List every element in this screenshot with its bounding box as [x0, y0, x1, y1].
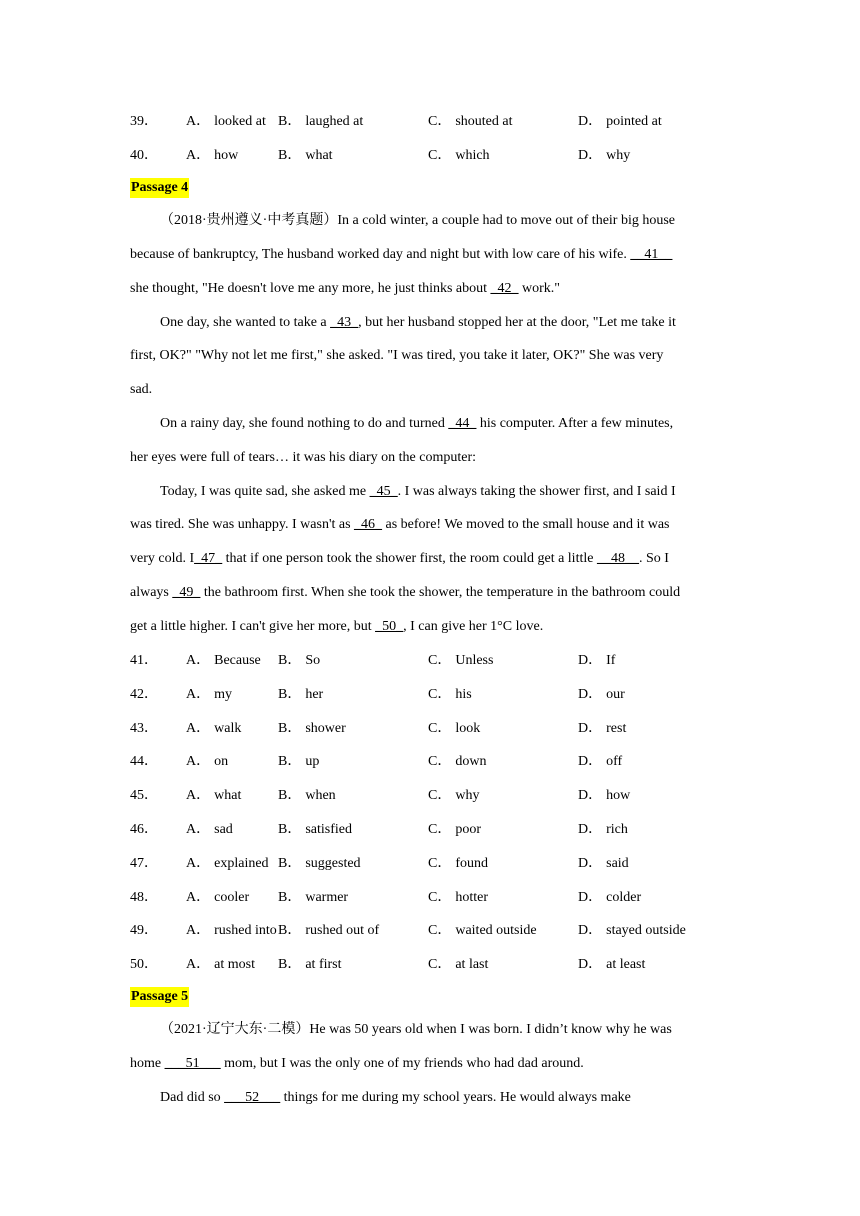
option-text: what — [305, 148, 333, 163]
option-c — [428, 146, 490, 166]
option-text: cooler — [214, 890, 250, 905]
passage-line — [130, 515, 670, 535]
option-a — [186, 955, 255, 975]
option-separator: ． — [287, 721, 302, 736]
option-text: Unless — [455, 653, 494, 668]
option-separator: ． — [437, 890, 452, 905]
option-a — [186, 146, 238, 166]
option-text: on — [214, 754, 229, 769]
option-letter: C — [428, 148, 438, 163]
line-text: （2018·贵州遵义·中考真题）In a cold winter, a couple had to move out of their big house — [160, 213, 676, 228]
option-letter: D — [578, 856, 589, 871]
option-letter: C — [428, 754, 438, 769]
option-letter: C — [428, 957, 438, 972]
option-d — [578, 921, 686, 941]
passage-heading: Passage 4 — [130, 178, 189, 198]
option-a — [186, 786, 241, 806]
option-text: rich — [606, 822, 628, 837]
question-number: 50． — [130, 957, 158, 972]
option-text: If — [606, 653, 616, 668]
option-separator: ． — [287, 856, 302, 871]
option-b — [278, 888, 348, 908]
question-number: 44． — [130, 754, 158, 769]
option-separator: ． — [588, 653, 603, 668]
passage-line — [130, 1054, 584, 1074]
option-a — [186, 921, 277, 941]
option-separator: ． — [588, 114, 603, 129]
line-text: first, OK?" "Why not let me first," she asked. "I was tired, you take it later, OK?" She was very — [130, 348, 664, 363]
option-text: shouted at — [455, 114, 513, 129]
line-text: , but her husband stopped her at the door, "Let me take it — [358, 315, 676, 330]
option-separator: ． — [588, 788, 603, 803]
option-letter: C — [428, 687, 438, 702]
passage-line — [160, 482, 676, 502]
option-text: at most — [214, 957, 255, 972]
option-a — [186, 112, 266, 132]
option-letter: A — [186, 923, 197, 938]
blank-number: _50_ — [375, 619, 404, 634]
option-separator: ． — [588, 890, 603, 905]
option-letter: A — [186, 114, 197, 129]
option-separator: ． — [287, 148, 302, 163]
option-letter: D — [578, 687, 589, 702]
option-text: sad — [214, 822, 233, 837]
option-letter: A — [186, 687, 197, 702]
option-text: look — [455, 721, 481, 736]
option-d — [578, 786, 630, 806]
option-separator: ． — [437, 754, 452, 769]
option-text: my — [214, 687, 233, 702]
option-text: at first — [305, 957, 342, 972]
option-d — [578, 752, 622, 772]
option-text: how — [214, 148, 239, 163]
question-number: 40． — [130, 148, 158, 163]
passage-line — [130, 245, 672, 265]
line-text: very cold. I — [130, 551, 195, 566]
option-text: our — [606, 687, 625, 702]
option-text: shower — [305, 721, 346, 736]
option-letter: D — [578, 890, 589, 905]
option-c — [428, 820, 481, 840]
passage-line — [160, 414, 673, 434]
option-text: down — [455, 754, 487, 769]
option-separator: ． — [287, 114, 302, 129]
option-letter: A — [186, 653, 197, 668]
option-text: poor — [455, 822, 482, 837]
option-letter: A — [186, 856, 197, 871]
option-letter: A — [186, 822, 197, 837]
line-text: the bathroom first. When she took the shower, the temperature in the bathroom could — [200, 585, 681, 600]
option-d — [578, 146, 630, 166]
line-text: work." — [518, 281, 561, 296]
option-a — [186, 854, 269, 874]
passage-heading: Passage 5 — [130, 987, 189, 1007]
option-text: waited outside — [455, 923, 537, 938]
option-b — [278, 719, 346, 739]
question-number: 47． — [130, 856, 158, 871]
blank-number: _42_ — [490, 281, 519, 296]
option-b — [278, 112, 363, 132]
option-c — [428, 921, 537, 941]
option-letter: A — [186, 957, 197, 972]
option-letter: D — [578, 721, 589, 736]
option-separator: ． — [196, 788, 211, 803]
option-text: up — [305, 754, 320, 769]
option-text: how — [606, 788, 631, 803]
option-separator: ． — [588, 923, 603, 938]
option-letter: B — [278, 687, 288, 702]
line-text: mom, but I was the only one of my friends who had dad around. — [220, 1056, 584, 1071]
option-letter: A — [186, 890, 197, 905]
option-separator: ． — [588, 687, 603, 702]
blank-number: _49_ — [172, 585, 201, 600]
option-d — [578, 888, 641, 908]
option-letter: C — [428, 856, 438, 871]
option-b — [278, 752, 319, 772]
option-separator: ． — [287, 754, 302, 769]
option-separator: ． — [196, 148, 211, 163]
option-letter: D — [578, 788, 589, 803]
passage-line — [160, 211, 675, 231]
option-text: what — [214, 788, 242, 803]
option-letter: B — [278, 856, 288, 871]
line-text: Today, I was quite sad, she asked me — [160, 484, 370, 499]
option-separator: ． — [588, 957, 603, 972]
question-number: 39． — [130, 114, 158, 129]
line-text: home — [130, 1056, 165, 1071]
option-letter: D — [578, 114, 589, 129]
line-text: was tired. She was unhappy. I wasn't as — [130, 517, 355, 532]
blank-number: __48__ — [596, 551, 639, 566]
blank-number: ___51___ — [164, 1056, 221, 1071]
line-text: . I was always taking the shower first, and I said I — [397, 484, 676, 499]
passage-line — [160, 313, 676, 333]
option-d — [578, 651, 615, 671]
option-separator: ． — [196, 923, 211, 938]
option-letter: B — [278, 788, 288, 803]
line-text: sad. — [130, 382, 153, 397]
option-separator: ． — [196, 653, 211, 668]
option-separator: ． — [287, 687, 302, 702]
option-separator: ． — [437, 721, 452, 736]
option-separator: ． — [196, 114, 211, 129]
option-letter: B — [278, 754, 288, 769]
option-letter: B — [278, 721, 288, 736]
option-separator: ． — [287, 923, 302, 938]
option-d — [578, 112, 662, 132]
option-a — [186, 752, 228, 772]
option-separator: ． — [196, 721, 211, 736]
option-letter: A — [186, 721, 197, 736]
option-text: rushed out of — [305, 923, 380, 938]
line-text: , I can give her 1°C love. — [403, 619, 544, 634]
option-separator: ． — [196, 754, 211, 769]
question-number: 48． — [130, 890, 158, 905]
option-separator: ． — [437, 822, 452, 837]
option-separator: ． — [196, 856, 211, 871]
line-text: things for me during my school years. He would always make — [280, 1090, 631, 1105]
option-b — [278, 955, 342, 975]
option-a — [186, 820, 233, 840]
option-b — [278, 786, 336, 806]
option-c — [428, 685, 472, 705]
passage-line — [130, 448, 476, 468]
option-text: stayed outside — [606, 923, 686, 938]
passage-line — [130, 279, 560, 299]
option-separator: ． — [287, 890, 302, 905]
option-d — [578, 854, 629, 874]
option-text: at least — [606, 957, 646, 972]
line-text: that if one person took the shower first, the room could get a little — [222, 551, 597, 566]
option-text: explained — [214, 856, 269, 871]
option-separator: ． — [437, 788, 452, 803]
option-text: hotter — [455, 890, 488, 905]
option-d — [578, 820, 628, 840]
option-text: walk — [214, 721, 242, 736]
option-letter: D — [578, 822, 589, 837]
option-separator: ． — [437, 687, 452, 702]
option-b — [278, 651, 320, 671]
question-number: 45． — [130, 788, 158, 803]
line-text: always — [130, 585, 173, 600]
line-text: as before! We moved to the small house and it was — [382, 517, 670, 532]
option-letter: C — [428, 788, 438, 803]
line-text: get a little higher. I can't give her more, but — [130, 619, 376, 634]
option-separator: ． — [196, 822, 211, 837]
option-letter: B — [278, 822, 288, 837]
option-text: pointed at — [606, 114, 662, 129]
option-letter: D — [578, 653, 589, 668]
option-letter: C — [428, 114, 438, 129]
option-separator: ． — [588, 721, 603, 736]
option-separator: ． — [437, 923, 452, 938]
option-separator: ． — [588, 822, 603, 837]
option-letter: B — [278, 890, 288, 905]
option-text: off — [606, 754, 623, 769]
passage-line — [130, 346, 663, 366]
option-c — [428, 854, 488, 874]
question-number: 43． — [130, 721, 158, 736]
passage-line — [130, 549, 669, 569]
passage-line — [160, 1020, 672, 1040]
option-a — [186, 651, 261, 671]
option-a — [186, 685, 232, 705]
option-d — [578, 955, 645, 975]
blank-number: _44_ — [448, 416, 477, 431]
option-text: her — [305, 687, 324, 702]
option-text: Because — [214, 653, 261, 668]
option-separator: ． — [437, 856, 452, 871]
option-b — [278, 854, 361, 874]
option-a — [186, 719, 241, 739]
question-number: 41． — [130, 653, 158, 668]
blank-number: _43_ — [330, 315, 359, 330]
option-letter: D — [578, 754, 589, 769]
option-separator: ． — [196, 687, 211, 702]
line-text: . So I — [638, 551, 669, 566]
option-letter: B — [278, 148, 288, 163]
passage-line — [130, 617, 543, 637]
option-separator: ． — [437, 148, 452, 163]
option-letter: D — [578, 957, 589, 972]
line-text: One day, she wanted to take a — [160, 315, 331, 330]
line-text: she thought, "He doesn't love me any more, he just thinks about — [130, 281, 491, 296]
option-text: why — [455, 788, 480, 803]
option-text: found — [455, 856, 489, 871]
line-text: On a rainy day, she found nothing to do and turned — [160, 416, 449, 431]
option-text: his — [455, 687, 472, 702]
question-number: 46． — [130, 822, 158, 837]
option-text: suggested — [305, 856, 361, 871]
option-text: rushed into — [214, 923, 277, 938]
option-letter: C — [428, 822, 438, 837]
option-separator: ． — [287, 957, 302, 972]
option-c — [428, 719, 480, 739]
option-letter: C — [428, 890, 438, 905]
option-b — [278, 146, 333, 166]
line-text: her eyes were full of tears… it was his diary on the computer: — [130, 450, 477, 465]
option-letter: D — [578, 923, 589, 938]
line-text: （2021·辽宁大东·二模）He was 50 years old when I was born. I didn’t know why he was — [160, 1022, 672, 1037]
blank-number: ___52___ — [224, 1090, 281, 1105]
blank-number: _45_ — [369, 484, 398, 499]
option-separator: ． — [437, 114, 452, 129]
question-number: 49． — [130, 923, 158, 938]
option-separator: ． — [196, 957, 211, 972]
option-letter: A — [186, 788, 197, 803]
question-number: 42． — [130, 687, 158, 702]
option-text: So — [305, 653, 321, 668]
passage-line — [130, 380, 152, 400]
option-separator: ． — [287, 653, 302, 668]
passage-line — [130, 583, 680, 603]
option-text: satisfied — [305, 822, 352, 837]
option-letter: C — [428, 721, 438, 736]
option-text: at last — [455, 957, 489, 972]
option-separator: ． — [437, 957, 452, 972]
option-separator: ． — [588, 754, 603, 769]
option-text: looked at — [214, 114, 266, 129]
option-letter: B — [278, 653, 288, 668]
option-letter: D — [578, 148, 589, 163]
option-c — [428, 786, 479, 806]
option-separator: ． — [287, 822, 302, 837]
option-d — [578, 685, 625, 705]
option-letter: B — [278, 114, 288, 129]
option-text: warmer — [305, 890, 349, 905]
option-letter: A — [186, 148, 197, 163]
option-text: said — [606, 856, 629, 871]
option-c — [428, 955, 488, 975]
option-text: rest — [606, 721, 627, 736]
option-a — [186, 888, 249, 908]
passage-line — [160, 1088, 631, 1108]
option-separator: ． — [588, 856, 603, 871]
blank-number: _46_ — [354, 517, 383, 532]
option-c — [428, 651, 493, 671]
option-separator: ． — [437, 653, 452, 668]
line-text: Dad did so — [160, 1090, 225, 1105]
option-d — [578, 719, 626, 739]
option-b — [278, 921, 379, 941]
option-text: colder — [606, 890, 642, 905]
option-letter: C — [428, 653, 438, 668]
option-separator: ． — [196, 890, 211, 905]
blank-number: _47_ — [194, 551, 223, 566]
blank-number: __41__ — [630, 247, 673, 262]
option-c — [428, 888, 488, 908]
option-b — [278, 820, 352, 840]
option-text: laughed at — [305, 114, 364, 129]
option-b — [278, 685, 323, 705]
option-separator: ． — [287, 788, 302, 803]
option-separator: ． — [588, 148, 603, 163]
option-letter: A — [186, 754, 197, 769]
option-letter: B — [278, 957, 288, 972]
line-text: because of bankruptcy, The husband worked day and night but with low care of his wife. — [130, 247, 631, 262]
option-text: which — [455, 148, 490, 163]
option-text: why — [606, 148, 631, 163]
option-c — [428, 752, 486, 772]
line-text: his computer. After a few minutes, — [476, 416, 674, 431]
option-letter: B — [278, 923, 288, 938]
option-c — [428, 112, 513, 132]
option-text: when — [305, 788, 336, 803]
option-letter: C — [428, 923, 438, 938]
